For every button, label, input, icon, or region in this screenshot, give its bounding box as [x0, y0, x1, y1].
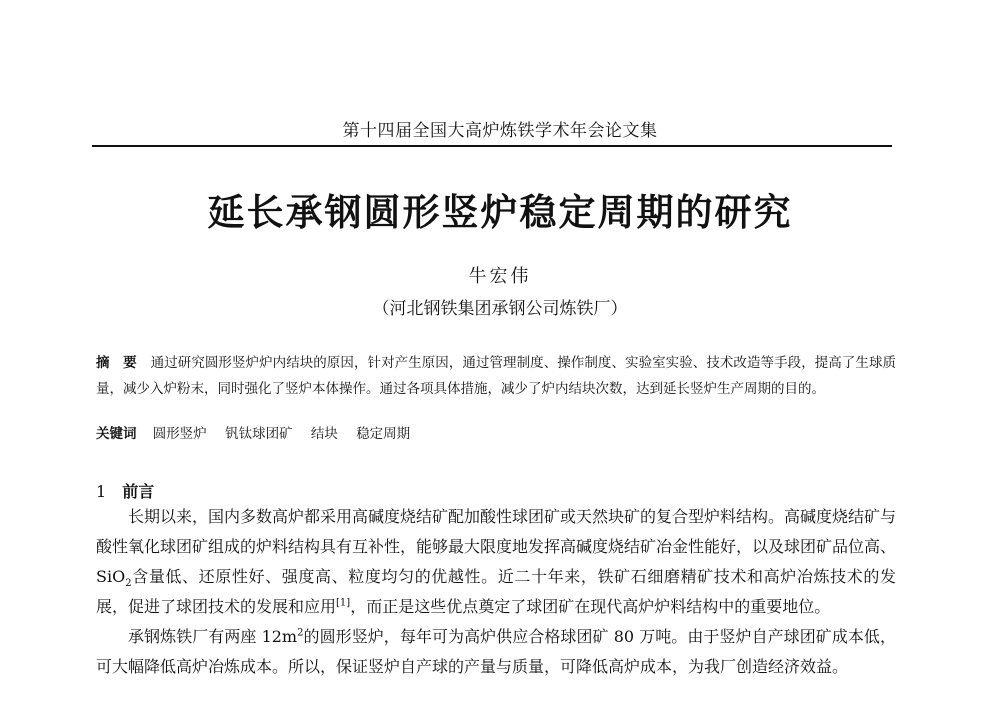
keyword: 钒钛球团矿	[225, 426, 293, 442]
author-name: 牛宏伟	[468, 266, 532, 287]
keyword: 稳定周期	[356, 426, 411, 442]
section-title: 前言	[122, 482, 155, 501]
section-body	[96, 502, 896, 682]
abstract-label: 摘 要	[96, 355, 137, 371]
paragraph-text: 承钢炼铁厂有两座 12m	[128, 627, 298, 646]
keywords-label: 关键词	[96, 426, 137, 442]
header-rule	[92, 145, 892, 147]
keyword: 结块	[310, 426, 338, 442]
paragraph-text: 长期以来，国内多数高炉都采用高碱度烧结矿配加酸性球团矿或天然块矿的复合型炉料结构。高碱度烧结矿与酸性氧化球团矿组成的炉料结构具有互补性，能够最大限度地发挥高碱度烧结矿冶金性能好，以及球团矿品位高、SiO	[96, 507, 897, 586]
paragraph-text: 的圆形竖炉，每年可为高炉供应合格球团矿 80 万吨。由于竖炉自产球团矿成本低，可大幅降低高炉冶炼成本。所以，保证竖炉自产球的产量与质量，可降低高炉成本，为我厂创造经济效益。	[96, 627, 896, 676]
superscript: 2	[297, 627, 304, 639]
paragraph-text: 含量低、还原性好、强度高、粒度均匀的优越性。近二十年来，铁矿石细磨精矿技术和高炉冶炼技术的发展，促进了球团技术的发展和应用	[96, 567, 896, 616]
running-header: 第十四届全国大高炉炼铁学术年会论文集	[342, 121, 658, 141]
paper-title: 延长承钢圆形竖炉稳定周期的研究	[207, 191, 793, 234]
abstract	[96, 350, 896, 402]
paragraph	[96, 622, 896, 682]
section-heading	[96, 479, 154, 502]
abstract-text: 通过研究圆形竖炉炉内结块的原因，针对产生原因，通过管理制度、操作制度、实验室实验、技术改造等手段，提高了生球质量，减少入炉粉末，同时强化了竖炉本体操作。通过各项具体措施，减少了炉内结块次数，达到延长竖炉生产周期的目的。	[96, 355, 897, 397]
paragraph	[96, 502, 896, 622]
keywords	[96, 424, 896, 444]
section-number: 1	[96, 482, 107, 501]
citation-ref: [1]	[336, 597, 351, 609]
author-affiliation: （河北钢铁集团承钢公司炼铁厂）	[372, 299, 628, 319]
paragraph-text: ，而正是这些优点奠定了球团矿在现代高炉炉料结构中的重要地位。	[350, 597, 831, 616]
keyword: 圆形竖炉	[152, 426, 207, 442]
subscript: 2	[125, 578, 132, 590]
